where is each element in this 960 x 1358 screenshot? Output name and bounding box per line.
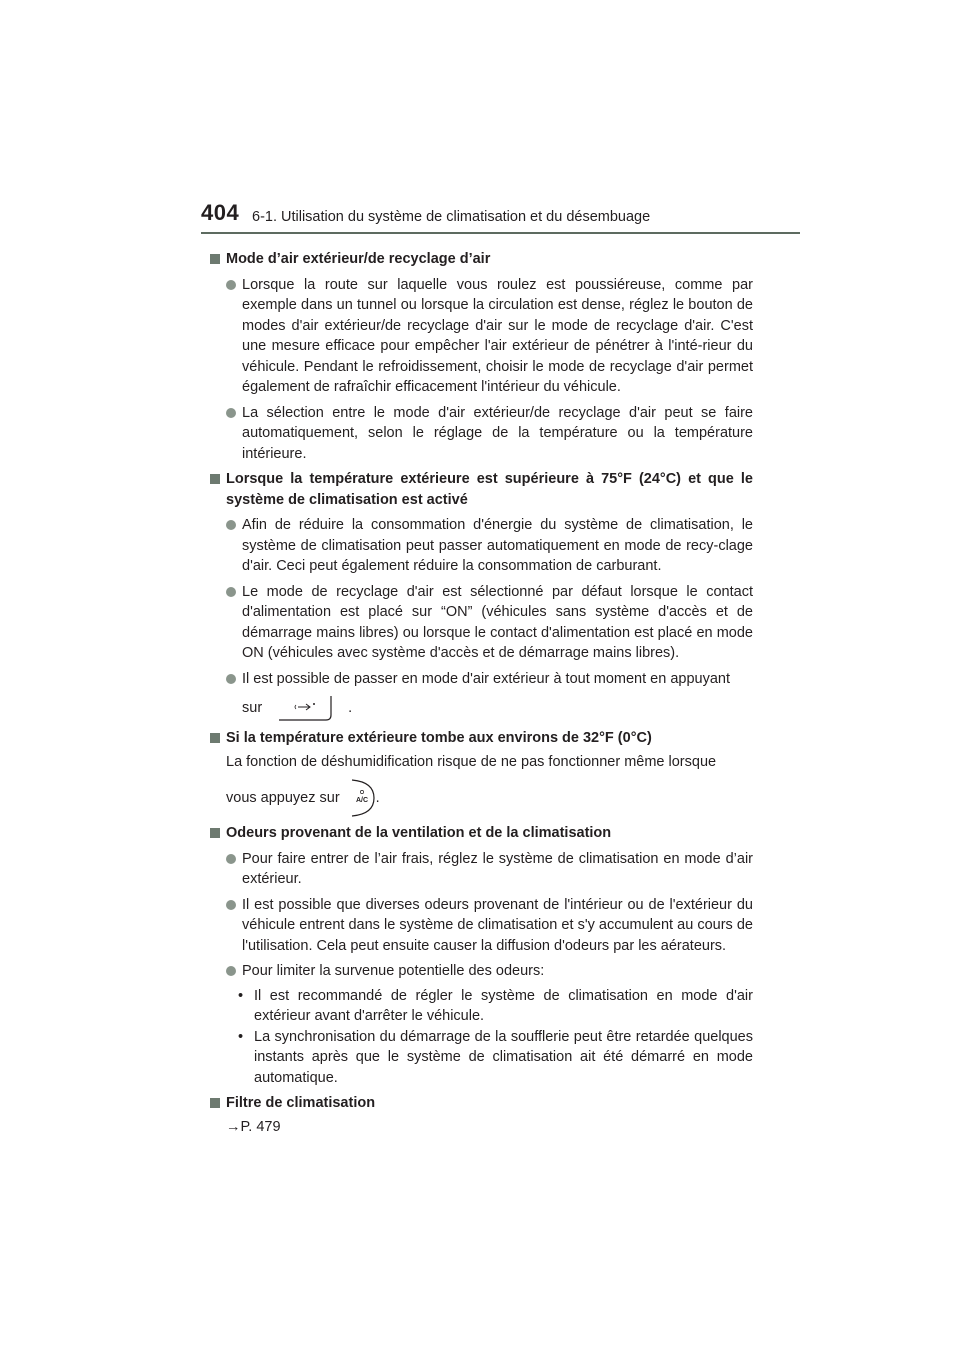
page-content [210, 244, 753, 1137]
sub-bullet-text: Il est recommandé de régler le système de climatisation en mode d'air extérieur avant d'arrêter le véhicule. [254, 987, 753, 1024]
section-heading: Mode d’air extérieur/de recyclage d’air [210, 249, 753, 270]
bullet-item [210, 669, 753, 724]
sub-bullet-text: La synchronisation du démarrage de la soufflerie peut être retardée quelques instants après que le système de climatisation ait été démarré en mode automatique. [254, 1028, 753, 1086]
bullet-icon [226, 520, 236, 530]
bullet-item [210, 403, 753, 465]
page-reference: →P. 479 [226, 1118, 281, 1135]
bullet-icon [226, 408, 236, 418]
bullet-icon [226, 674, 236, 684]
header-divider [201, 232, 800, 234]
sub-bullet-mark: • [238, 987, 244, 1004]
bullet-text: Pour limiter la survenue potentielle des odeurs: [242, 963, 545, 979]
section-heading: Odeurs provenant de la ventilation et de la climatisation [210, 823, 753, 844]
bullet-text: Il est possible de passer en mode d'air extérieur à tout moment en appuyant [242, 670, 730, 687]
inline-text: . [348, 699, 353, 716]
bullet-text: La sélection entre le mode d'air extérieur/de recyclage d'air peut se faire automatiquement, selon le réglage de la température ou la température intérieure. [242, 404, 753, 462]
sub-bullet-item [210, 986, 753, 1027]
section-heading: Filtre de climatisation [210, 1093, 753, 1114]
inline-button-line [226, 778, 753, 818]
inline-text: sur [242, 699, 263, 716]
air-intake-button-icon [276, 693, 334, 723]
inline-text: . [375, 789, 380, 806]
ac-label: A/C [355, 797, 368, 804]
inline-text: vous appuyez sur [226, 789, 340, 806]
bullet-text: Afin de réduire la consommation d'énergie du système de climatisation, le système de climatisation peut passer automatiquement en mode de recy-clage d'air. Ceci peut également réduire la consommation de carburant. [242, 517, 753, 574]
bullet-item [210, 895, 753, 957]
bullet-item [210, 582, 753, 664]
bullet-item [210, 849, 753, 890]
bullet-icon [226, 587, 236, 597]
bullet-text: Il est possible que diverses odeurs provenant de l'intérieur ou de l'extérieur du véhicule entrent dans le système de climatisation et s'y accumulent au cours de l'utilisation. Cela peut ensuite causer la diffusion d'odeurs par les aérateurs. [242, 896, 753, 954]
bullet-icon [226, 854, 236, 864]
section-heading: Si la température extérieure tombe aux environs de 32°F (0°C) [210, 728, 753, 749]
ac-button-icon [348, 778, 376, 818]
bullet-icon [226, 900, 236, 910]
inline-button-line [242, 693, 753, 723]
chapter-title: 6-1. Utilisation du système de climatisation et du désembuage [252, 209, 651, 225]
bullet-text: Pour faire entrer de l’air frais, réglez le système de climatisation en mode d’air extérieur. [242, 850, 753, 887]
section-heading: Lorsque la température extérieure est supérieure à 75°F (24°C) et que le système de climatisation est activé [210, 469, 753, 510]
sub-bullet-mark: • [238, 1028, 244, 1045]
bullet-text: Lorsque la route sur laquelle vous roulez est poussiéreuse, comme par exemple dans un tunnel ou lorsque la circulation est dense, réglez le bouton de modes d'air extérieur/de recyclage d'air sur le mode de recyclage d'air. C'est une mesure efficace pour empêcher l'air extérieur de pénétrer à l'inté-rieur du véhicule. Pendant le refroidissement, choisir le mode de recyclage d'air permet également de rafraîchir efficacement l'intérieur du véhicule. [242, 276, 753, 395]
bullet-icon [226, 280, 236, 290]
page-header [0, 0, 960, 240]
bullet-text: Le mode de recyclage d'air est sélectionné par défaut lorsque le contact d'alimentation est placé sur “ON” (véhicules sans système d'accès et de démarrage mains libres) ou lorsque le contact d'alimentation est placé en mode ON (véhicules avec système d'accès et de démarrage mains libres). [242, 583, 753, 661]
bullet-item [210, 275, 753, 398]
bullet-item [210, 515, 753, 577]
sub-bullet-item [210, 1027, 753, 1089]
bullet-icon [226, 966, 236, 976]
paragraph-text: La fonction de déshumidification risque de ne pas fonctionner même lorsque [226, 753, 717, 770]
page-number: 404 [201, 200, 240, 225]
paragraph [210, 752, 753, 819]
bullet-item [210, 961, 753, 982]
